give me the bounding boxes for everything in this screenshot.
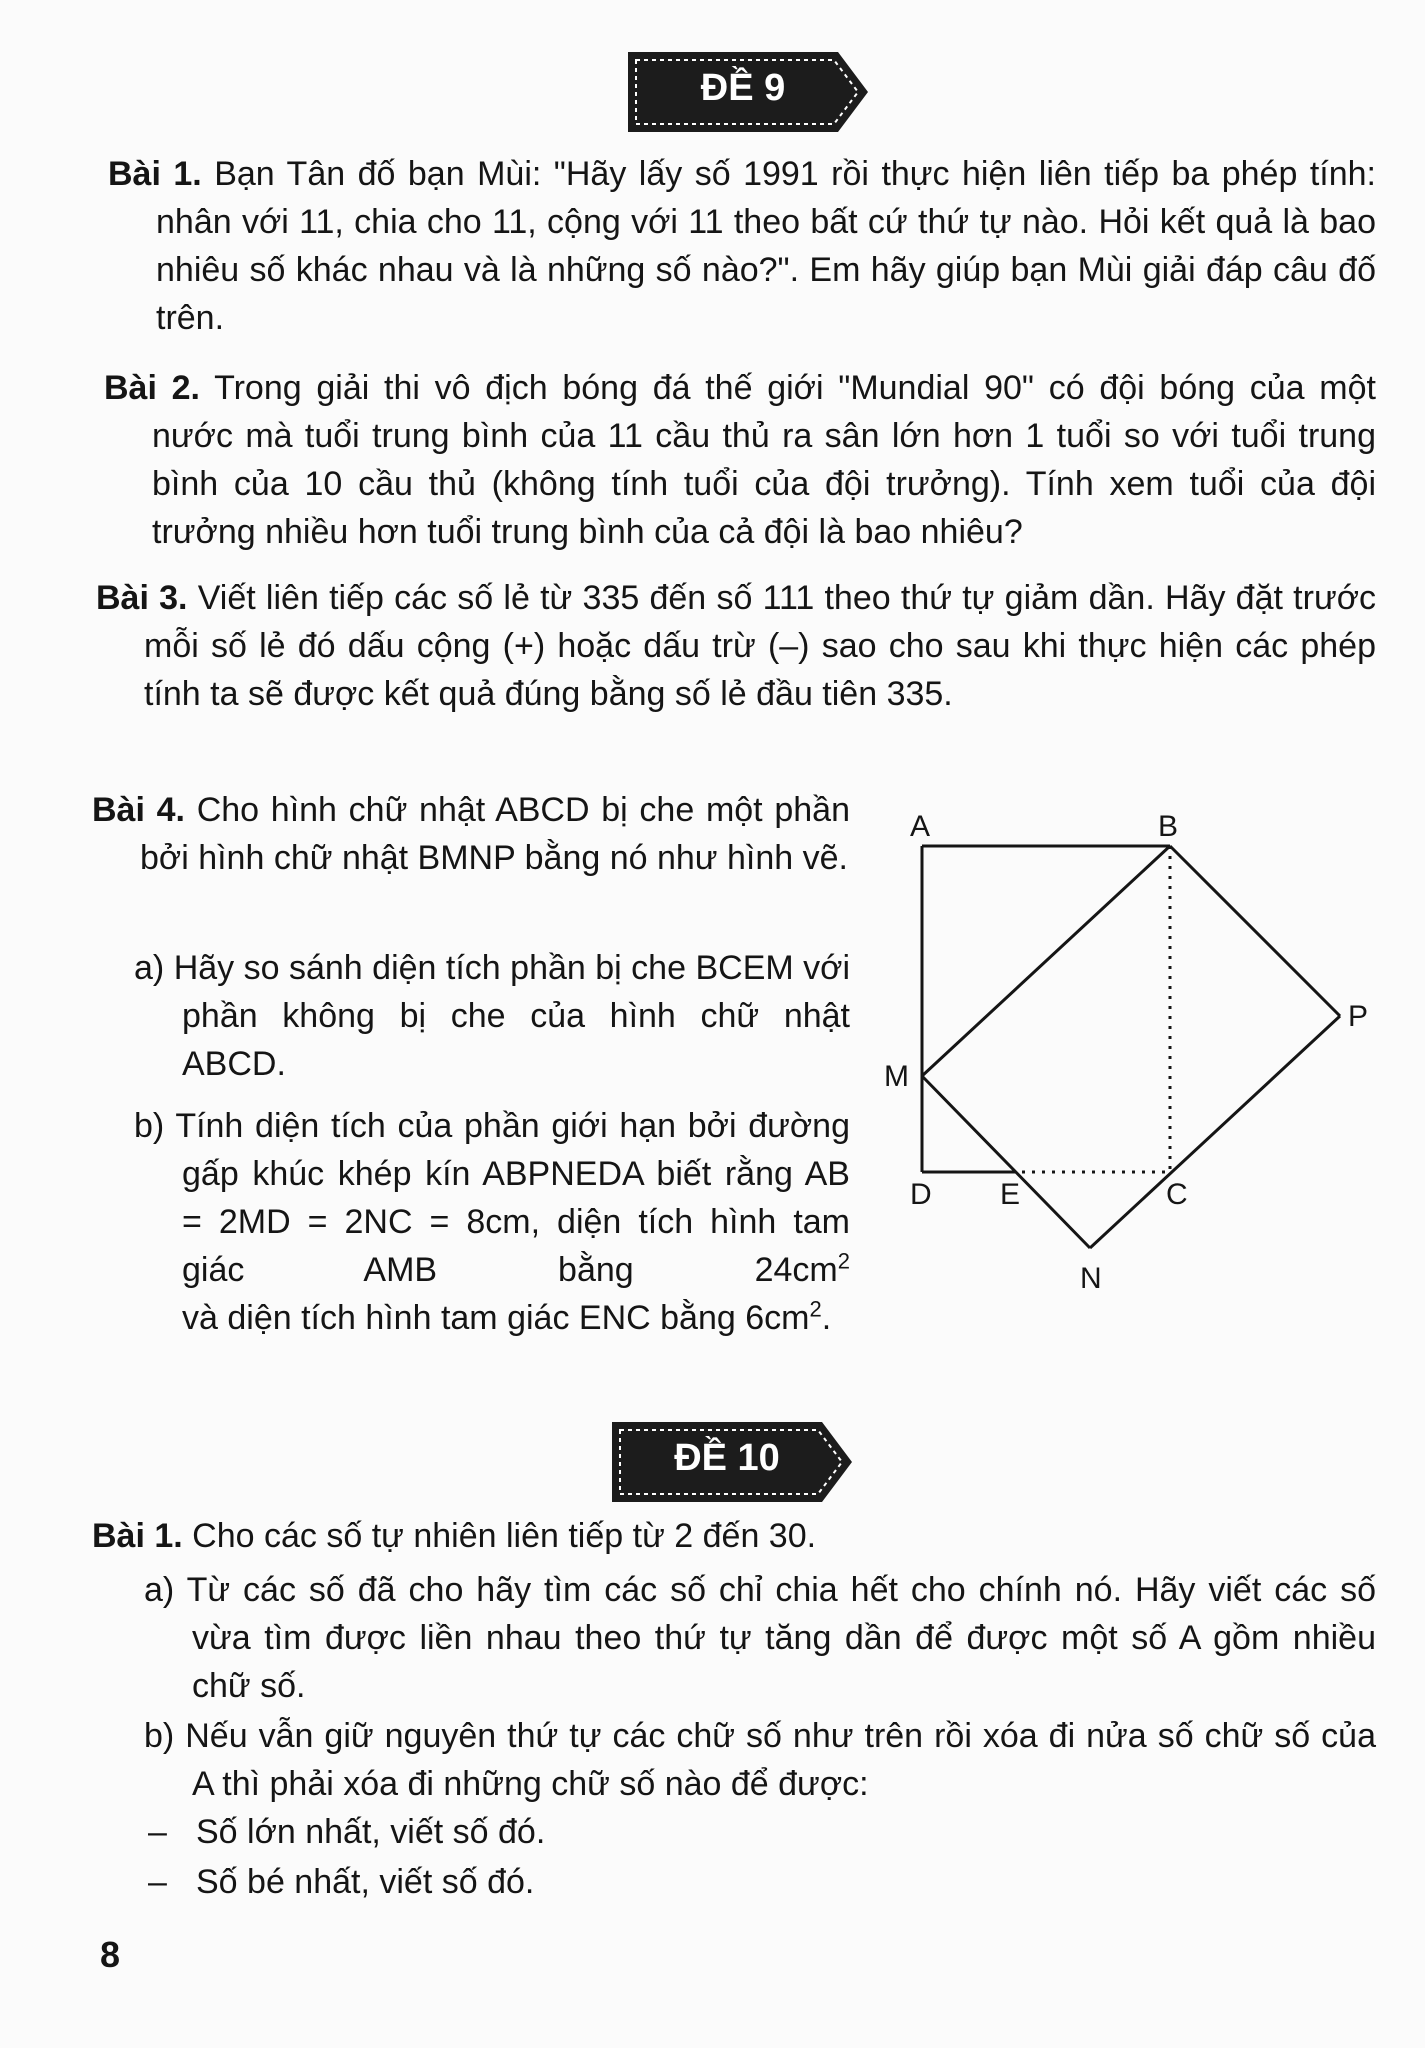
de10-bai1 bbox=[92, 1512, 1376, 1560]
de9-bai4-b-text-1: Tính diện tích của phần giới hạn bởi đường gấp khúc khép kín ABPNEDA biết rằng AB = 2MD = 2NC = 8cm, diện tích hình tam giác AMB bằng 24cm bbox=[175, 1107, 850, 1289]
label-N: N bbox=[1080, 1262, 1102, 1290]
de9-bai4-b bbox=[134, 1102, 850, 1342]
label-M: M bbox=[884, 1060, 909, 1093]
de9-bai4-a bbox=[134, 944, 850, 1088]
de10-dash2-text: Số bé nhất, viết số đó. bbox=[196, 1863, 535, 1901]
de9-bai4-a-label: a) bbox=[134, 949, 165, 987]
de9-title: ĐỀ 9 bbox=[700, 67, 786, 109]
de9-bai4-text: Cho hình chữ nhật ABCD bị che một phần bởi hình chữ nhật BMNP bằng nó như hình vẽ. bbox=[140, 791, 850, 877]
de10-bai1-a-label: a) bbox=[144, 1571, 175, 1609]
de9-bai4-b-sup-2: 2 bbox=[809, 1296, 822, 1322]
de9-bai4-a-text: Hãy so sánh diện tích phần bị che BCEM với phần không bị che của hình chữ nhật ABCD. bbox=[173, 949, 850, 1083]
label-B: B bbox=[1158, 810, 1179, 843]
de9-bai4 bbox=[92, 786, 850, 882]
de9-bai3-text: Viết liên tiếp các số lẻ từ 335 đến số 111 theo thứ tự giảm dần. Hãy đặt trước mỗi số lẻ đó dấu cộng (+) hoặc dấu trừ (–) sao cho sau khi thực hiện các phép tính ta sẽ được kết quả đúng bằng số lẻ đầu tiên 335. bbox=[144, 579, 1376, 713]
de9-bai1-text: Bạn Tân đố bạn Mùi: "Hãy lấy số 1991 rồi thực hiện liên tiếp ba phép tính: nhân với 11, chia cho 11, cộng với 11 theo bất cứ thứ tự nào. Hỏi kết quả là bao nhiêu số khác nhau và là những số nào?". Em hãy giúp bạn Mùi giải đáp câu đố trên. bbox=[156, 155, 1376, 337]
segment-PN bbox=[1090, 1016, 1340, 1248]
de9-bai4-b-sup-1: 2 bbox=[837, 1248, 850, 1274]
label-D: D bbox=[910, 1178, 932, 1211]
dash-bullet: – bbox=[148, 1863, 167, 1901]
de9-bai2-text: Trong giải thi vô địch bóng đá thế giới "Mundial 90" có đội bóng của một nước mà tuổi trung bình của 11 cầu thủ ra sân lớn hơn 1 tuổi so với tuổi trung bình của 10 cầu thủ (không tính tuổi của đội trưởng). Tính xem tuổi của đội trưởng nhiều hơn tuổi trung bình của cả đội là bao nhiêu? bbox=[152, 369, 1376, 551]
label-E: E bbox=[1000, 1178, 1021, 1211]
de10-dash-item-1 bbox=[148, 1808, 1348, 1856]
rectangle-figure bbox=[880, 800, 1380, 1290]
page-number: 8 bbox=[100, 1934, 121, 1975]
segment-NM bbox=[922, 1076, 1090, 1248]
de9-bai4-b-text-3: . bbox=[821, 1299, 832, 1337]
de10-title: ĐỀ 10 bbox=[674, 1437, 780, 1479]
de9-bai1-label: Bài 1. bbox=[108, 155, 202, 193]
de9-bai1 bbox=[108, 150, 1376, 342]
de10-dash1-text: Số lớn nhất, viết số đó. bbox=[196, 1813, 546, 1851]
de10-bai1-text: Cho các số tự nhiên liên tiếp từ 2 đến 30. bbox=[192, 1517, 817, 1555]
de10-bai1-a-text: Từ các số đã cho hãy tìm các số chỉ chia hết cho chính nó. Hãy viết các số vừa tìm được liền nhau theo thứ tự tăng dần để được một số A gồm nhiều chữ số. bbox=[186, 1571, 1376, 1705]
segment-MB bbox=[922, 846, 1170, 1076]
de10-bai1-a bbox=[144, 1566, 1376, 1710]
de10-bai1-b-text: Nếu vẫn giữ nguyên thứ tự các chữ số như trên rồi xóa đi nửa số chữ số của A thì phải xóa đi những chữ số nào để được: bbox=[185, 1717, 1376, 1803]
de9-bai4-b-text-2: và diện tích hình tam giác ENC bằng 6cm bbox=[182, 1299, 810, 1337]
de9-heading bbox=[628, 48, 888, 128]
de10-dash-item-2 bbox=[148, 1858, 1348, 1906]
label-A: A bbox=[910, 810, 931, 843]
de9-bai2-label: Bài 2. bbox=[104, 369, 200, 407]
de9-bai4-label: Bài 4. bbox=[92, 791, 185, 829]
dash-bullet: – bbox=[148, 1813, 167, 1851]
label-P: P bbox=[1348, 1000, 1369, 1033]
de10-bai1-b-label: b) bbox=[144, 1717, 175, 1755]
de10-heading bbox=[612, 1418, 872, 1498]
de10-bai1-label: Bài 1. bbox=[92, 1517, 183, 1555]
label-C: C bbox=[1166, 1178, 1188, 1211]
de9-bai3-label: Bài 3. bbox=[96, 579, 188, 617]
de9-bai2 bbox=[104, 364, 1376, 556]
segment-BP bbox=[1170, 846, 1340, 1016]
de9-bai3 bbox=[96, 574, 1376, 718]
de9-bai4-b-label: b) bbox=[134, 1107, 165, 1145]
de10-bai1-b bbox=[144, 1712, 1376, 1808]
